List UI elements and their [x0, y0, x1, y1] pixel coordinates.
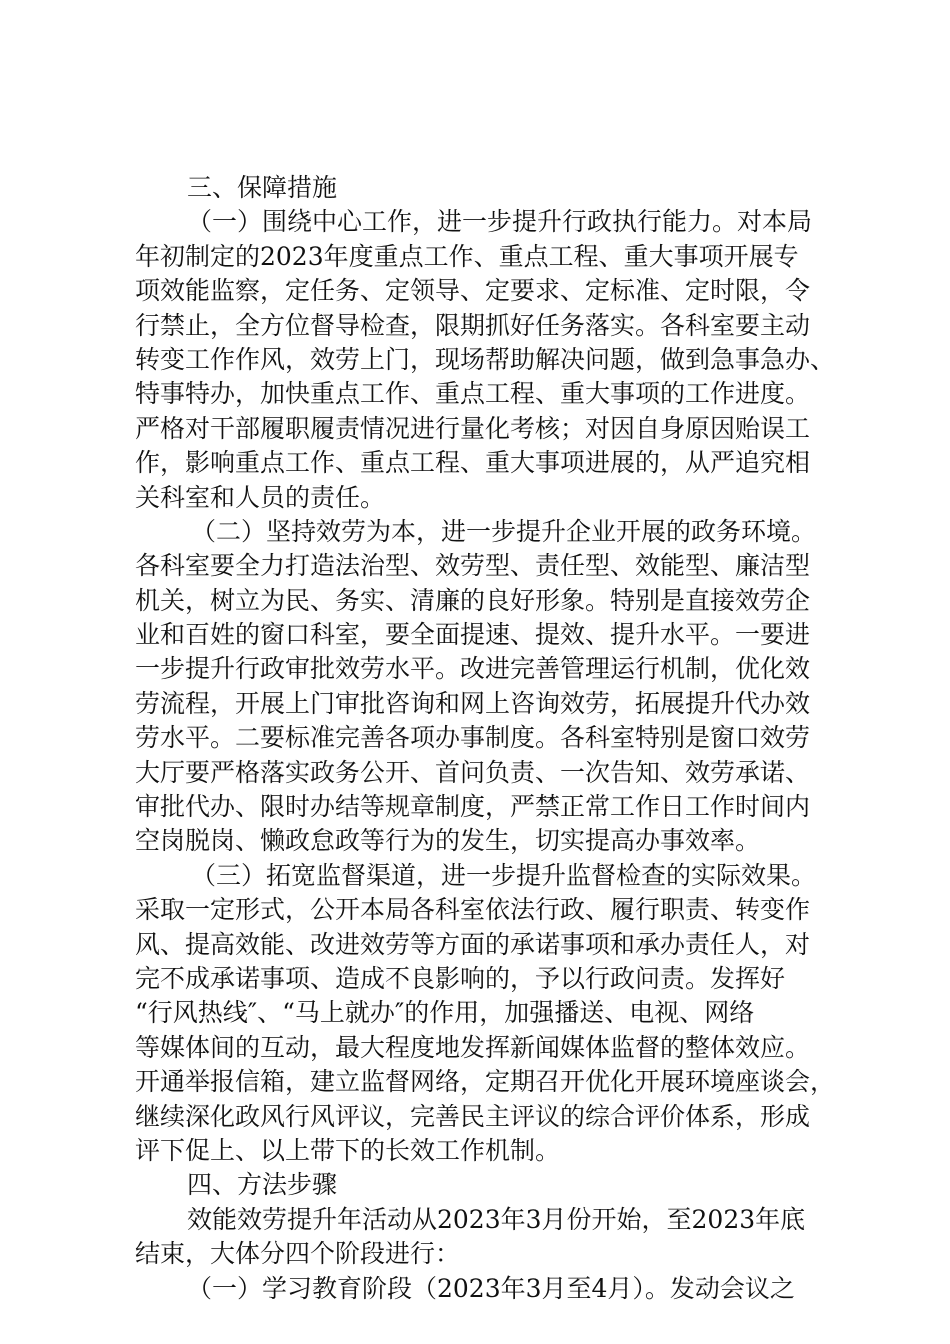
section-heading-4: 四、方法步骤 — [187, 1170, 338, 1200]
paragraph-line: 作，影响重点工作、重点工程、重大事项进展的，从严追究相 — [135, 448, 811, 478]
paragraph-line: 完不成承诺事项、造成不良影响的，予以行政问责。发挥好 — [135, 963, 786, 993]
paragraph-line: 机关，树立为民、务实、清廉的良好形象。特别是直接效劳企 — [135, 585, 811, 615]
paragraph-line: 等媒体间的互动，最大程度地发挥新闻媒体监督的整体效应。 — [135, 1032, 811, 1062]
paragraph-line: 一步提升行政审批效劳水平。改进完善管理运行机制，优化效 — [135, 654, 811, 684]
paragraph-line: 评下促上、以上带下的长效工作机制。 — [135, 1135, 561, 1165]
paragraph-line: 严格对干部履职履责情况进行量化考核；对因自身原因贻误工 — [135, 413, 811, 443]
paragraph-line: （二）坚持效劳为本，进一步提升企业开展的政务环境。 — [191, 516, 817, 546]
paragraph-line: （一）围绕中心工作，进一步提升行政执行能力。对本局 — [187, 207, 813, 237]
paragraph-line: 行禁止，全方位督导检查，限期抓好任务落实。各科室要主动 — [135, 310, 811, 340]
paragraph-line: 关科室和人员的责任。 — [135, 482, 386, 512]
paragraph-line: 年初制定的2023年度重点工作、重点工程、重大事项开展专 — [135, 241, 799, 271]
paragraph-line: “行风热线″、“马上就办″的作用，加强播送、电视、网络 — [135, 998, 755, 1028]
paragraph-line: 效能效劳提升年活动从2023年3月份开始，至2023年底 — [187, 1204, 806, 1234]
paragraph-line: 空岗脱岗、懒政怠政等行为的发生，切实提高办事效率。 — [135, 826, 761, 856]
document-body — [135, 171, 835, 1306]
section-heading-3: 三、保障措施 — [187, 173, 338, 202]
paragraph-line: 风、提高效能、改进效劳等方面的承诺事项和承办责任人，对 — [135, 929, 811, 959]
paragraph-line: 结束，大体分四个阶段进行： — [135, 1239, 461, 1269]
paragraph-line: 劳水平。二要标准完善各项办事制度。各科室特别是窗口效劳 — [135, 723, 811, 753]
paragraph-line: 继续深化政风行风评议，完善民主评议的综合评价体系，形成 — [135, 1101, 811, 1131]
paragraph-line: 项效能监察，定任务、定领导、定要求、定标准、定时限，令 — [135, 276, 811, 306]
paragraph-line: 开通举报信箱，建立监督网络，定期召开优化开展环境座谈会， — [135, 1067, 836, 1097]
paragraph-line: 特事特办，加快重点工作、重点工程、重大事项的工作进度。 — [135, 379, 811, 409]
paragraph-line: 采取一定形式，公开本局各科室依法行政、履行职责、转变作 — [135, 895, 811, 925]
paragraph-line: （三）拓宽监督渠道，进一步提升监督检查的实际效果。 — [191, 860, 817, 890]
paragraph-line: 审批代办、限时办结等规章制度，严禁正常工作日工作时间内 — [135, 792, 811, 822]
paragraph-line: （一）学习教育阶段（2023年3月至4月）。发动会议之 — [187, 1273, 795, 1303]
paragraph-line: 大厅要严格落实政务公开、首问负责、一次告知、效劳承诺、 — [135, 757, 811, 787]
paragraph-line: 各科室要全力打造法治型、效劳型、责任型、效能型、廉洁型 — [135, 551, 811, 581]
paragraph-line: 转变工作作风，效劳上门，现场帮助解决问题，做到急事急办、 — [135, 344, 836, 374]
paragraph-line: 业和百姓的窗口科室，要全面提速、提效、提升水平。一要进 — [135, 620, 811, 650]
paragraph-line: 劳流程，开展上门审批咨询和网上咨询效劳，拓展提升代办效 — [135, 688, 811, 718]
